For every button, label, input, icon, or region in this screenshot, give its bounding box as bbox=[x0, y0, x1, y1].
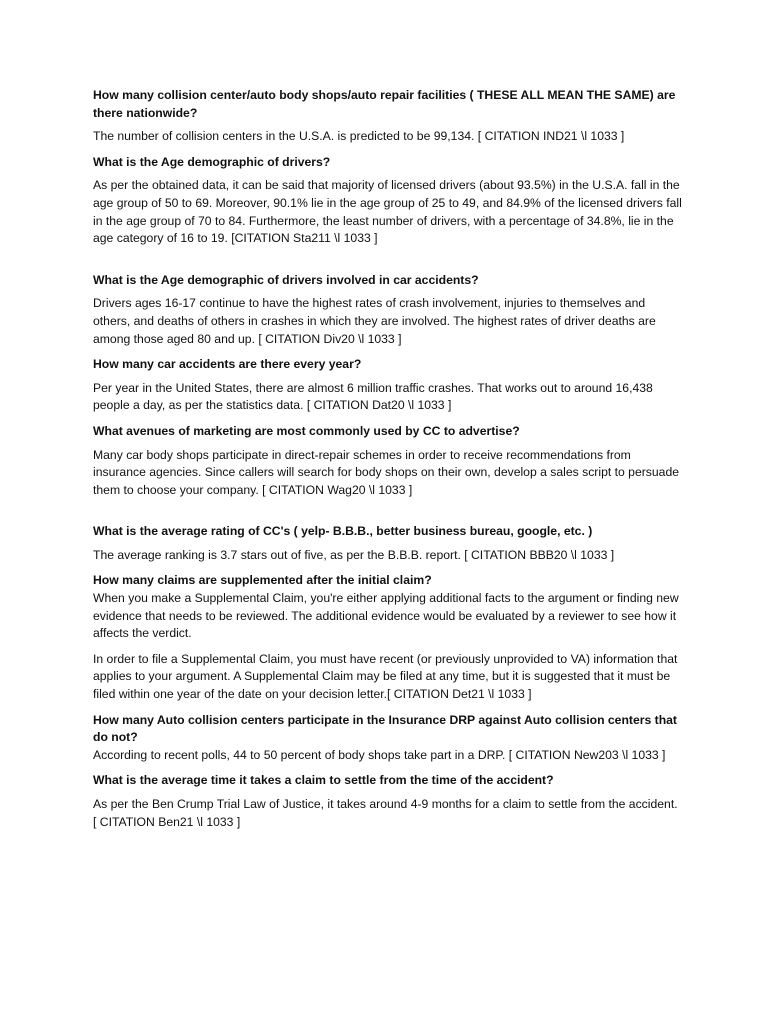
question-claim-settle-time: What is the average time it takes a claim to settle from the time of the accident? bbox=[93, 773, 554, 788]
question-drp-participation: How many Auto collision centers participate in the Insurance DRP against Auto collision centers that do not? bbox=[93, 712, 677, 745]
answer-driver-age-demographic: As per the obtained data, it can be said that majority of licensed drivers (about 93.5%) in the U.S.A. fall in the age group of 50 to 69. Moreover, 90.1% lie in the age group of 25 to 49, and 84.9% of the licensed drivers fall in the age group of 70 to 84. Furthermore, the least number of drivers, with a percentage of 34.8%, lie in the age category of 16 to 19. [CITATION Sta211 \l 1033 ] bbox=[93, 178, 682, 246]
spacer bbox=[93, 256, 683, 272]
answer-marketing-avenues: Many car body shops participate in direct-repair schemes in order to receive recommendations from insurance agencies. Since callers will search for body shops on their own, develop a sales script to persuade them to choose your company. [ CITATION Wag20 \l 1033 ] bbox=[93, 447, 679, 497]
question-marketing-avenues: What avenues of marketing are most commonly used by CC to advertise? bbox=[93, 423, 520, 438]
answer-accidents-per-year: Per year in the United States, there are almost 6 million traffic crashes. That works out to around 16,438 people a day, as per the statistics data. [ CITATION Dat20 \l 1033 ] bbox=[93, 380, 653, 413]
answer-collision-centers-count: The number of collision centers in the U.S.A. is predicted to be 99,134. [ CITATION IND21 \l 1033 ] bbox=[93, 129, 625, 144]
question-collision-centers-count: How many collision center/auto body shops/auto repair facilities ( THESE ALL MEAN THE SAME) are there nationwide? bbox=[93, 88, 676, 120]
answer-average-rating: The average ranking is 3.7 stars out of five, as per the B.B.B. report. [ CITATION BBB20 \l 1033 ] bbox=[93, 547, 615, 562]
answer-drp-participation: According to recent polls, 44 to 50 percent of body shops take part in a DRP. [ CITATION New203 \l 1033 ] bbox=[93, 747, 666, 762]
answer-claim-settle-time: As per the Ben Crump Trial Law of Justice, it takes around 4-9 months for a claim to settle from the accident. [ CITATION Ben21 \l 1033 ] bbox=[93, 797, 678, 829]
answer-supplemented-claims-1: When you make a Supplemental Claim, you're either applying additional facts to the argument or finding new evidence that needs to be reviewed. The additional evidence would be evaluated by a reviewer to see how it affects the verdict. bbox=[93, 591, 679, 641]
answer-supplemented-claims-2: In order to file a Supplemental Claim, you must have recent (or previously unprovided to VA) information that applies to your argument. A Supplemental Claim may be filed at any time, but it is suggested that it must be filed within one year of the date on your decision letter.[ CITATION Det21 \l 1033 ] bbox=[93, 651, 678, 702]
spacer bbox=[93, 507, 683, 523]
answer-accident-age-demographic: Drivers ages 16-17 continue to have the highest rates of crash involvement, injuries to themselves and others, and deaths of others in crashes in which they are involved. The highest rates of driver deaths are among those aged 80 and up. [ CITATION Div20 \l 1033 ] bbox=[93, 296, 656, 346]
question-supplemented-claims: How many claims are supplemented after the initial claim? bbox=[93, 573, 432, 588]
question-average-rating: What is the average rating of CC's ( yelp- B.B.B., better business bureau, google, etc. ) bbox=[93, 524, 593, 539]
document-page bbox=[93, 87, 683, 831]
question-accidents-per-year: How many car accidents are there every year? bbox=[93, 357, 362, 372]
question-accident-age-demographic: What is the Age demographic of drivers involved in car accidents? bbox=[93, 272, 479, 287]
question-driver-age-demographic: What is the Age demographic of drivers? bbox=[93, 154, 331, 169]
